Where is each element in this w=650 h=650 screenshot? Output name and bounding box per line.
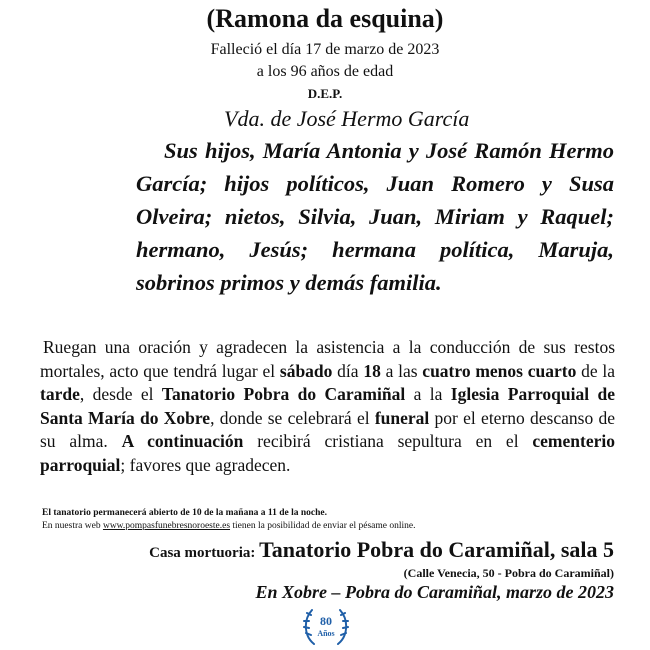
- web-note: En nuestra web www.pompasfunebresnoroeste.es tienen la posibilidad de enviar el pésame online.: [42, 521, 416, 531]
- casa-label: Casa mortuoria:: [149, 545, 260, 561]
- dep-label: D.E.P.: [307, 86, 343, 101]
- anniversary-logo-icon: [300, 604, 352, 650]
- casa-mortuoria: [149, 536, 614, 567]
- casa-value: Tanatorio Pobra do Caramiñal, sala 5: [259, 537, 614, 562]
- website-link[interactable]: www.pompasfunebresnoroeste.es: [102, 521, 231, 531]
- widow-line: Vda. de José Hermo García: [224, 106, 470, 131]
- place-date: En Xobre – Pobra do Caramiñal, marzo de 2023: [255, 582, 614, 602]
- age-line: a los 96 años de edad: [256, 63, 394, 80]
- death-date: Falleció el día 17 de marzo de 2023: [210, 41, 440, 58]
- logo-number: 80: [320, 614, 332, 628]
- address-line: (Calle Venecia, 50 - Pobra do Caramiñal): [403, 566, 614, 580]
- ceremony-text: Ruegan una oración y agradecen la asistencia a la conducción de sus restos mortales, acto que tendrá lugar el sábado día 18 a las cuatro menos cuarto de la tarde, desde el Tanatorio Pobra do Caramiñal a la Iglesia Parroquial de Santa María do Xobre, donde se celebrará el funeral por el eterno descanso de su alma. A continuación recibirá cristiana sepultura en el cementerio parroquial; favores que agradecen.: [40, 337, 616, 475]
- family-list: Sus hijos, María Antonia y José Ramón Hermo García; hijos políticos, Juan Romero y Susa Olveira; nietos, Silvia, Juan, Miriam y Raquel; hermano, Jesús; hermana política, Maruja, sobrinos primos y demás familia.: [136, 138, 614, 295]
- nickname-heading: (Ramona da esquina): [206, 4, 444, 33]
- tanatorio-hours-note: El tanatorio permanecerá abierto de 10 de la mañana a 11 de la noche.: [42, 508, 327, 518]
- logo-word: Años: [317, 629, 335, 638]
